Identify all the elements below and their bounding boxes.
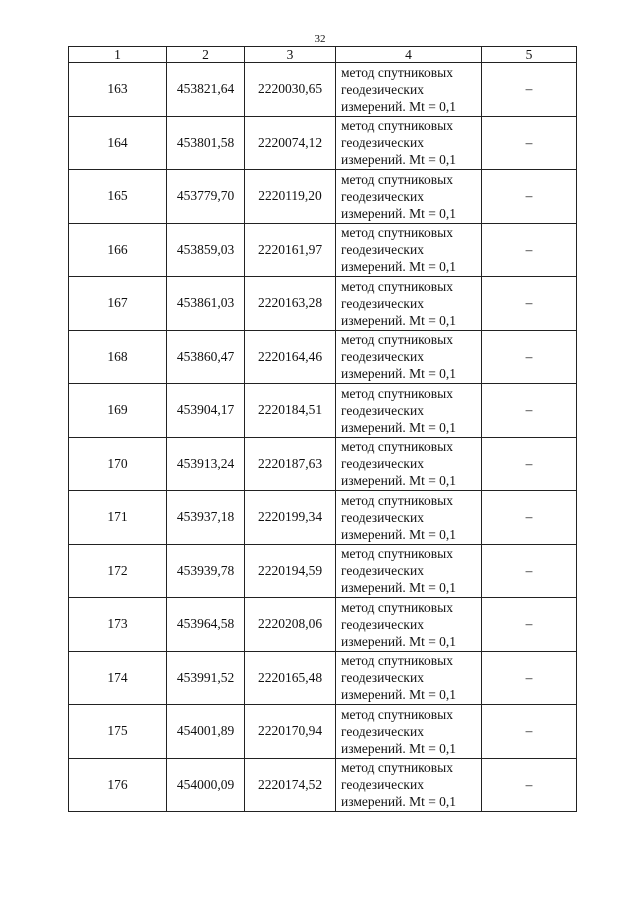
x-coordinate-cell: 454000,09: [167, 758, 245, 812]
note-cell: –: [482, 598, 577, 652]
method-line: геодезических: [341, 563, 424, 579]
table-row: [69, 651, 577, 705]
x-coordinate-cell: 453861,03: [167, 277, 245, 331]
method-line: метод спутниковых: [341, 599, 453, 615]
x-coordinate-cell: 453913,24: [167, 437, 245, 491]
table-row: [69, 223, 577, 277]
column-header: 4: [336, 47, 482, 63]
method-line: метод спутниковых: [341, 225, 453, 241]
point-number-cell: 166: [69, 223, 167, 277]
x-coordinate-cell: 453821,64: [167, 63, 245, 117]
method-cell: [336, 170, 482, 224]
method-line: геодезических: [341, 456, 424, 472]
table-row: [69, 170, 577, 224]
coordinates-table: [68, 46, 577, 812]
y-coordinate-cell: 2220030,65: [245, 63, 336, 117]
method-cell: [336, 63, 482, 117]
point-number-cell: 176: [69, 758, 167, 812]
page-number: 32: [314, 33, 326, 45]
method-line: измерений. Mt = 0,1: [341, 740, 457, 756]
x-coordinate-cell: 453860,47: [167, 330, 245, 384]
y-coordinate-cell: 2220174,52: [245, 758, 336, 812]
note-cell: –: [482, 758, 577, 812]
table-row: [69, 598, 577, 652]
method-cell: [336, 544, 482, 598]
note-cell: –: [482, 63, 577, 117]
y-coordinate-cell: 2220208,06: [245, 598, 336, 652]
x-coordinate-cell: 453937,18: [167, 491, 245, 545]
method-line: геодезических: [341, 188, 424, 204]
method-line: метод спутниковых: [341, 385, 453, 401]
point-number-cell: 175: [69, 705, 167, 759]
point-number-cell: 171: [69, 491, 167, 545]
x-coordinate-cell: 453991,52: [167, 651, 245, 705]
method-cell: [336, 277, 482, 331]
method-line: метод спутниковых: [341, 439, 453, 455]
point-number-cell: 168: [69, 330, 167, 384]
x-coordinate-cell: 453859,03: [167, 223, 245, 277]
note-cell: –: [482, 116, 577, 170]
column-header: 5: [482, 47, 577, 63]
method-cell: [336, 491, 482, 545]
method-line: измерений. Mt = 0,1: [341, 580, 457, 596]
method-line: измерений. Mt = 0,1: [341, 312, 457, 328]
table-row: [69, 63, 577, 117]
x-coordinate-cell: 453779,70: [167, 170, 245, 224]
method-line: метод спутниковых: [341, 760, 453, 776]
point-number-cell: 167: [69, 277, 167, 331]
point-number-cell: 172: [69, 544, 167, 598]
table-header-row: [69, 47, 577, 63]
x-coordinate-cell: 453964,58: [167, 598, 245, 652]
note-cell: –: [482, 651, 577, 705]
table-row: [69, 116, 577, 170]
note-cell: –: [482, 384, 577, 438]
y-coordinate-cell: 2220074,12: [245, 116, 336, 170]
method-line: измерений. Mt = 0,1: [341, 366, 457, 382]
method-line: измерений. Mt = 0,1: [341, 205, 457, 221]
note-cell: –: [482, 544, 577, 598]
method-line: метод спутниковых: [341, 64, 453, 80]
method-line: геодезических: [341, 81, 424, 97]
method-line: метод спутниковых: [341, 653, 453, 669]
column-header: 1: [69, 47, 167, 63]
method-line: метод спутниковых: [341, 118, 453, 134]
x-coordinate-cell: 453801,58: [167, 116, 245, 170]
method-line: измерений. Mt = 0,1: [341, 473, 457, 489]
table-row: [69, 437, 577, 491]
y-coordinate-cell: 2220187,63: [245, 437, 336, 491]
y-coordinate-cell: 2220165,48: [245, 651, 336, 705]
point-number-cell: 163: [69, 63, 167, 117]
method-line: геодезических: [341, 135, 424, 151]
table-row: [69, 384, 577, 438]
table-row: [69, 330, 577, 384]
method-cell: [336, 758, 482, 812]
method-cell: [336, 437, 482, 491]
method-line: измерений. Mt = 0,1: [341, 419, 457, 435]
table-row: [69, 544, 577, 598]
method-cell: [336, 384, 482, 438]
method-line: измерений. Mt = 0,1: [341, 98, 457, 114]
method-line: метод спутниковых: [341, 492, 453, 508]
y-coordinate-cell: 2220199,34: [245, 491, 336, 545]
note-cell: –: [482, 330, 577, 384]
y-coordinate-cell: 2220184,51: [245, 384, 336, 438]
method-line: геодезических: [341, 616, 424, 632]
method-line: измерений. Mt = 0,1: [341, 526, 457, 542]
method-line: измерений. Mt = 0,1: [341, 633, 457, 649]
method-line: геодезических: [341, 777, 424, 793]
table-row: [69, 758, 577, 812]
method-line: метод спутниковых: [341, 332, 453, 348]
note-cell: –: [482, 491, 577, 545]
note-cell: –: [482, 437, 577, 491]
method-line: метод спутниковых: [341, 171, 453, 187]
y-coordinate-cell: 2220119,20: [245, 170, 336, 224]
y-coordinate-cell: 2220161,97: [245, 223, 336, 277]
point-number-cell: 174: [69, 651, 167, 705]
method-line: измерений. Mt = 0,1: [341, 687, 457, 703]
y-coordinate-cell: 2220163,28: [245, 277, 336, 331]
method-line: измерений. Mt = 0,1: [341, 259, 457, 275]
note-cell: –: [482, 223, 577, 277]
method-line: геодезических: [341, 509, 424, 525]
point-number-cell: 169: [69, 384, 167, 438]
note-cell: –: [482, 170, 577, 224]
column-header: 2: [167, 47, 245, 63]
method-line: геодезических: [341, 349, 424, 365]
method-line: геодезических: [341, 295, 424, 311]
method-line: измерений. Mt = 0,1: [341, 152, 457, 168]
method-line: геодезических: [341, 402, 424, 418]
method-cell: [336, 598, 482, 652]
method-line: геодезических: [341, 723, 424, 739]
point-number-cell: 170: [69, 437, 167, 491]
method-cell: [336, 651, 482, 705]
method-line: геодезических: [341, 670, 424, 686]
table-row: [69, 705, 577, 759]
note-cell: –: [482, 277, 577, 331]
x-coordinate-cell: 453904,17: [167, 384, 245, 438]
point-number-cell: 173: [69, 598, 167, 652]
method-line: метод спутниковых: [341, 278, 453, 294]
y-coordinate-cell: 2220194,59: [245, 544, 336, 598]
table-row: [69, 491, 577, 545]
point-number-cell: 164: [69, 116, 167, 170]
method-cell: [336, 116, 482, 170]
x-coordinate-cell: 453939,78: [167, 544, 245, 598]
y-coordinate-cell: 2220170,94: [245, 705, 336, 759]
method-cell: [336, 330, 482, 384]
method-line: метод спутниковых: [341, 706, 453, 722]
method-cell: [336, 223, 482, 277]
point-number-cell: 165: [69, 170, 167, 224]
method-line: геодезических: [341, 242, 424, 258]
table-row: [69, 277, 577, 331]
x-coordinate-cell: 454001,89: [167, 705, 245, 759]
method-line: метод спутниковых: [341, 546, 453, 562]
method-line: измерений. Mt = 0,1: [341, 794, 457, 810]
y-coordinate-cell: 2220164,46: [245, 330, 336, 384]
method-cell: [336, 705, 482, 759]
note-cell: –: [482, 705, 577, 759]
column-header: 3: [245, 47, 336, 63]
